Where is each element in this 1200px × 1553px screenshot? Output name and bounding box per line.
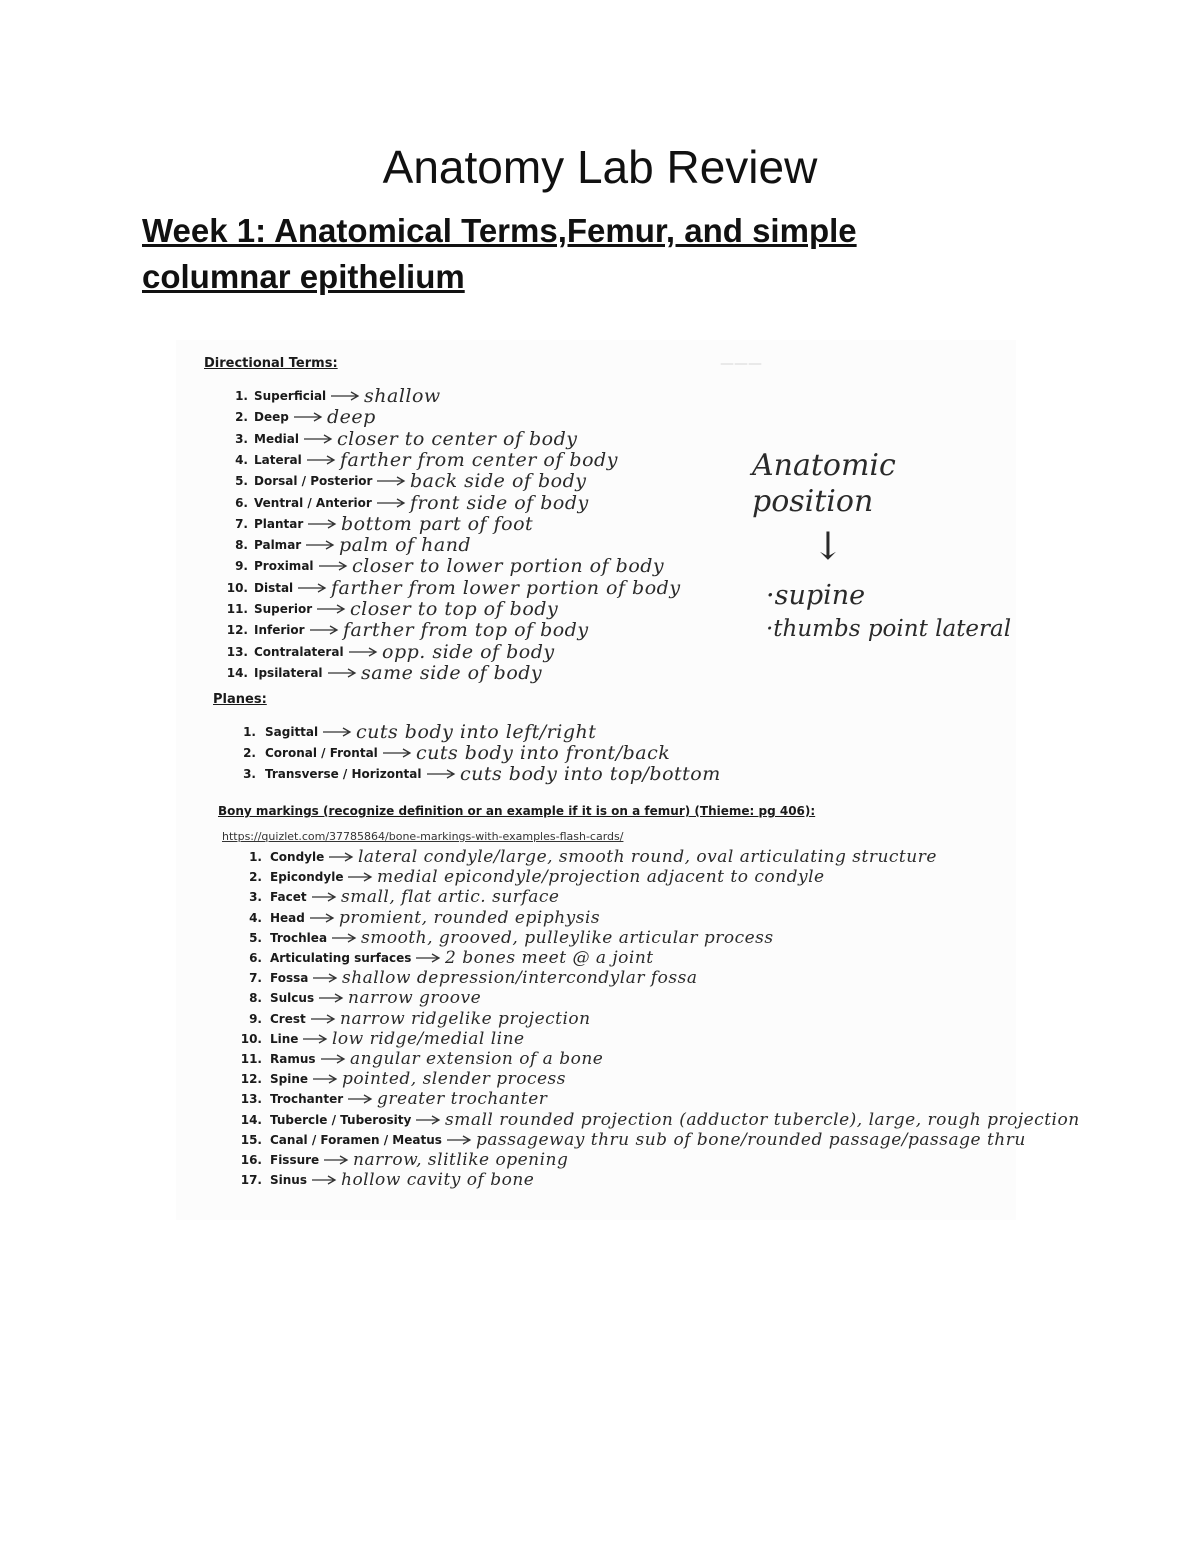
bony-row xyxy=(0,1110,1200,1130)
bony-term: Epicondyle xyxy=(270,870,344,885)
arrow-icon xyxy=(376,475,406,487)
directional-term: Deep xyxy=(254,410,289,425)
bony-number: 11. xyxy=(240,1052,262,1066)
bony-handwritten-note: low ridge/medial line xyxy=(332,1028,525,1049)
bony-row xyxy=(0,908,1200,928)
bony-number: 1. xyxy=(249,850,262,864)
bleed-through-mark: ——— xyxy=(720,356,762,372)
bony-handwritten-note: angular extension of a bone xyxy=(350,1049,604,1069)
directional-row xyxy=(0,556,1200,576)
bony-handwritten-note: narrow ridgelike projection xyxy=(340,1008,591,1029)
arrow-icon xyxy=(306,454,336,466)
directional-handwritten-note: shallow xyxy=(364,385,441,407)
arrow-icon xyxy=(426,768,456,780)
arrow-icon xyxy=(323,1154,349,1166)
directional-row xyxy=(0,386,1200,406)
arrow-icon xyxy=(303,433,333,445)
bony-row xyxy=(0,1069,1200,1089)
directional-row xyxy=(0,471,1200,491)
bony-handwritten-note: hollow cavity of bone xyxy=(341,1170,535,1191)
bony-term: Sulcus xyxy=(270,991,315,1006)
arrow-icon xyxy=(316,603,346,615)
directional-row xyxy=(0,450,1200,470)
bony-handwritten-note: narrow, slitlike opening xyxy=(353,1150,569,1170)
planes-term: Coronal / Frontal xyxy=(265,746,378,760)
planes-number: 2. xyxy=(243,746,256,760)
directional-number: 8. xyxy=(235,538,248,553)
bony-handwritten-note: greater trochanter xyxy=(377,1089,548,1110)
directional-row xyxy=(0,620,1200,640)
directional-number: 4. xyxy=(235,452,248,467)
directional-term: Plantar xyxy=(254,516,304,531)
bony-term: Fissure xyxy=(270,1153,320,1167)
arrow-icon xyxy=(327,667,357,679)
arrow-icon xyxy=(347,1093,373,1105)
directional-number: 13. xyxy=(226,644,248,659)
bony-handwritten-note: shallow depression/intercondylar fossa xyxy=(342,968,698,989)
bony-handwritten-note: smooth, grooved, pulleylike articular process xyxy=(361,927,774,948)
directional-number: 5. xyxy=(235,474,248,489)
bony-number: 7. xyxy=(249,971,262,986)
bony-number: 8. xyxy=(249,991,262,1006)
bony-row xyxy=(0,1170,1200,1190)
directional-number: 3. xyxy=(235,431,248,446)
directional-number: 1. xyxy=(235,389,248,403)
bony-term: Trochanter xyxy=(270,1092,344,1107)
bony-number: 4. xyxy=(249,910,262,925)
bony-term: Line xyxy=(270,1031,299,1046)
arrow-icon xyxy=(382,747,412,759)
bony-term: Articulating surfaces xyxy=(270,951,412,965)
bony-handwritten-note: narrow groove xyxy=(348,988,482,1009)
arrow-icon xyxy=(331,932,357,944)
arrow-icon xyxy=(446,1134,472,1146)
directional-number: 10. xyxy=(226,580,248,595)
bony-handwritten-note: passageway thru sub of bone/rounded passage/passage thru xyxy=(476,1129,1026,1150)
directional-term: Contralateral xyxy=(254,644,344,659)
directional-number: 14. xyxy=(226,665,248,680)
directional-handwritten-note: closer to top of body xyxy=(350,598,559,620)
directional-term: Dorsal / Posterior xyxy=(254,474,373,489)
directional-number: 11. xyxy=(226,602,248,616)
directional-row xyxy=(0,514,1200,534)
directional-row xyxy=(0,429,1200,449)
bony-row xyxy=(0,968,1200,988)
directional-row xyxy=(0,642,1200,662)
bony-handwritten-note: promient, rounded epiphysis xyxy=(339,907,601,928)
bony-handwritten-note: 2 bones meet @ a joint xyxy=(445,948,654,968)
bony-markings-heading: Bony markings (recognize definition or an example if it is on a femur) (Thieme: pg 406): xyxy=(218,804,816,818)
bony-handwritten-note: lateral condyle/large, smooth round, oval articulating structure xyxy=(358,847,937,867)
bony-handwritten-note: pointed, slender process xyxy=(342,1069,567,1090)
anatomic-point-supine: ·supine xyxy=(766,580,866,611)
directional-number: 6. xyxy=(235,495,248,510)
bony-term: Trochlea xyxy=(270,930,328,945)
bony-number: 6. xyxy=(249,951,262,965)
bony-term: Fossa xyxy=(270,971,309,986)
bony-number: 17. xyxy=(240,1173,262,1188)
bony-row xyxy=(0,1130,1200,1150)
arrow-icon xyxy=(311,1174,337,1186)
bony-number: 9. xyxy=(249,1011,262,1026)
arrow-icon xyxy=(415,1114,441,1126)
planes-number: 1. xyxy=(243,725,256,739)
bony-term: Head xyxy=(270,910,305,925)
directional-term: Ventral / Anterior xyxy=(254,495,372,510)
arrow-icon xyxy=(305,539,335,551)
bony-number: 10. xyxy=(240,1031,262,1046)
directional-handwritten-note: closer to center of body xyxy=(337,427,578,450)
directional-row xyxy=(0,407,1200,427)
bony-term: Tubercle / Tuberosity xyxy=(270,1112,412,1127)
arrow-icon xyxy=(312,972,338,984)
arrow-icon xyxy=(376,497,406,509)
planes-number: 3. xyxy=(243,767,256,781)
bony-number: 16. xyxy=(240,1153,262,1167)
down-arrow-icon: ↓ xyxy=(812,524,844,568)
bony-term: Crest xyxy=(270,1011,306,1026)
directional-term: Proximal xyxy=(254,559,314,574)
directional-row xyxy=(0,578,1200,598)
bony-term: Ramus xyxy=(270,1052,316,1066)
bony-handwritten-note: small, flat artic. surface xyxy=(341,887,560,908)
planes-handwritten-note: cuts body into front/back xyxy=(416,742,671,764)
bony-handwritten-note: medial epicondyle/projection adjacent to condyle xyxy=(377,867,825,888)
directional-row xyxy=(0,535,1200,555)
bony-row xyxy=(0,1049,1200,1069)
directional-number: 7. xyxy=(235,516,248,531)
planes-handwritten-note: cuts body into left/right xyxy=(356,721,597,743)
directional-number: 12. xyxy=(226,623,248,638)
directional-term: Medial xyxy=(254,431,299,446)
bony-row xyxy=(0,887,1200,907)
bony-row xyxy=(0,867,1200,887)
planes-row xyxy=(0,743,1200,763)
directional-term: Palmar xyxy=(254,538,302,553)
bony-row xyxy=(0,1089,1200,1109)
arrow-icon xyxy=(347,871,373,883)
directional-handwritten-note: opp. side of body xyxy=(382,640,555,663)
arrow-icon xyxy=(302,1033,328,1045)
arrow-icon xyxy=(309,912,335,924)
arrow-icon xyxy=(415,952,441,964)
directional-handwritten-note: deep xyxy=(327,406,376,429)
arrow-icon xyxy=(293,411,323,423)
arrow-icon xyxy=(309,624,339,636)
directional-handwritten-note: farther from center of body xyxy=(340,448,618,471)
arrow-icon xyxy=(320,1053,346,1065)
directional-term: Superior xyxy=(254,602,313,616)
directional-handwritten-note: front side of body xyxy=(410,491,589,514)
directional-handwritten-note: back side of body xyxy=(410,470,587,493)
bony-number: 14. xyxy=(240,1112,262,1127)
planes-heading: Planes: xyxy=(213,692,267,707)
arrow-icon xyxy=(328,851,354,863)
bony-number: 15. xyxy=(240,1132,262,1147)
bony-handwritten-note: small rounded projection (adductor tubercle), large, rough projection xyxy=(445,1109,1080,1130)
directional-handwritten-note: closer to lower portion of body xyxy=(352,555,665,578)
directional-term: Ipsilateral xyxy=(254,665,323,680)
bony-row xyxy=(0,948,1200,968)
bony-term: Spine xyxy=(270,1072,309,1087)
bony-term: Facet xyxy=(270,890,307,905)
bony-term: Condyle xyxy=(270,850,325,864)
directional-term: Inferior xyxy=(254,623,305,638)
bony-number: 12. xyxy=(240,1072,262,1087)
arrow-icon xyxy=(322,726,352,738)
arrow-icon xyxy=(318,992,344,1004)
planes-row xyxy=(0,722,1200,742)
directional-term: Distal xyxy=(254,580,294,595)
arrow-icon xyxy=(297,582,327,594)
anatomic-position-heading: Anatomic position xyxy=(752,448,896,519)
page-title: Anatomy Lab Review xyxy=(382,141,818,193)
directional-row xyxy=(0,493,1200,513)
bony-row xyxy=(0,847,1200,867)
arrow-icon xyxy=(310,1013,336,1025)
planes-handwritten-note: cuts body into top/bottom xyxy=(460,763,721,785)
bony-number: 5. xyxy=(249,930,262,945)
arrow-icon xyxy=(318,560,348,572)
quizlet-link[interactable]: https://quizlet.com/37785864/bone-markings-with-examples-flash-cards/ xyxy=(222,830,624,843)
directional-handwritten-note: palm of hand xyxy=(339,534,472,557)
bony-term: Canal / Foramen / Meatus xyxy=(270,1132,442,1147)
bony-number: 13. xyxy=(240,1092,262,1107)
arrow-icon xyxy=(311,891,337,903)
bony-row xyxy=(0,1009,1200,1029)
directional-row xyxy=(0,599,1200,619)
arrow-icon xyxy=(348,646,378,658)
directional-term: Lateral xyxy=(254,452,302,467)
bony-term: Sinus xyxy=(270,1173,307,1188)
week-heading: Week 1: Anatomical Terms,Femur, and simple columnar epithelium xyxy=(142,212,857,295)
bony-number: 2. xyxy=(249,870,262,885)
directional-number: 9. xyxy=(235,559,248,574)
directional-term: Superficial xyxy=(254,389,327,403)
arrow-icon xyxy=(312,1073,338,1085)
bony-row xyxy=(0,988,1200,1008)
arrow-icon xyxy=(330,390,360,402)
directional-handwritten-note: bottom part of foot xyxy=(341,512,534,535)
bony-number: 3. xyxy=(249,890,262,905)
directional-number: 2. xyxy=(235,410,248,425)
arrow-icon xyxy=(307,518,337,530)
anatomic-point-thumbs: ·thumbs point lateral xyxy=(766,616,1012,642)
directional-terms-heading: Directional Terms: xyxy=(204,356,338,371)
bony-row xyxy=(0,928,1200,948)
planes-row xyxy=(0,764,1200,784)
directional-row xyxy=(0,663,1200,683)
directional-handwritten-note: farther from lower portion of body xyxy=(331,576,681,599)
directional-handwritten-note: same side of body xyxy=(361,661,543,684)
bony-row xyxy=(0,1150,1200,1170)
planes-term: Transverse / Horizontal xyxy=(265,767,422,781)
planes-term: Sagittal xyxy=(265,725,319,739)
bony-row xyxy=(0,1029,1200,1049)
directional-handwritten-note: farther from top of body xyxy=(343,619,589,642)
